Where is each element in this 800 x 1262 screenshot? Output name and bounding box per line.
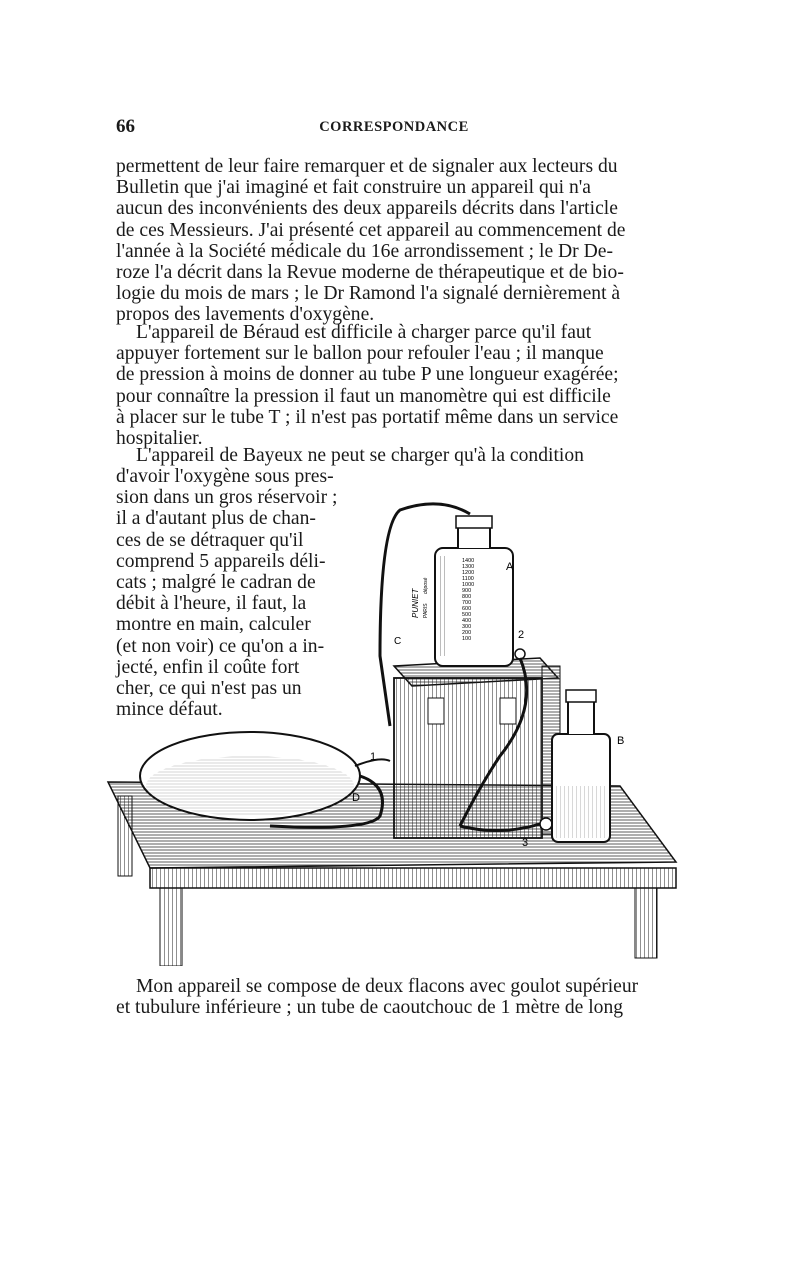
- text-line: aucun des inconvénients des deux appareils décrits dans l'article: [116, 198, 618, 220]
- paragraph-3-first-line: [116, 445, 672, 466]
- svg-text:300: 300: [462, 624, 472, 630]
- table-leg: [118, 796, 132, 876]
- label-3: 3: [522, 837, 529, 849]
- label-D: D: [352, 792, 360, 804]
- svg-text:600: 600: [462, 606, 472, 612]
- text-line: d'avoir l'oxygène sous pres-: [116, 466, 334, 487]
- text-line: pour connaître la pression il faut un manomètre qui est difficile: [116, 385, 611, 407]
- svg-text:500: 500: [462, 612, 472, 618]
- svg-text:100: 100: [462, 636, 472, 642]
- svg-text:1300: 1300: [462, 564, 475, 570]
- paragraph-1: [116, 156, 672, 326]
- svg-text:PARIS: PARIS: [423, 603, 429, 618]
- text-line: roze l'a décrit dans la Revue moderne de thérapeutique et de bio-: [116, 262, 624, 284]
- text-line: comprend 5 appareils déli-: [116, 550, 326, 572]
- page-header: [116, 116, 672, 140]
- label-C: C: [394, 636, 402, 647]
- label-B: B: [617, 735, 625, 747]
- text-line: de pression à moins de donner au tube P une longueur exagérée;: [116, 364, 619, 386]
- text-line: Mon appareil se compose de deux flacons avec goulot supérieur: [136, 976, 639, 997]
- text-line: à placer sur le tube T ; il n'est pas portatif même dans un service: [116, 406, 619, 428]
- table-apron: [150, 868, 676, 888]
- paragraph-2: [116, 322, 672, 449]
- label-2: 2: [518, 629, 525, 641]
- running-head: CORRESPONDANCE: [319, 119, 469, 135]
- text-line: sion dans un gros réservoir ;: [116, 487, 338, 509]
- svg-text:PUNIET: PUNIET: [411, 588, 420, 618]
- text-line: il a d'autant plus de chan-: [116, 508, 316, 530]
- svg-text:1200: 1200: [462, 570, 475, 576]
- table-leg: [635, 888, 657, 958]
- text-line: et tubulure inférieure ; un tube de caoutchouc de 1 mètre de long: [116, 997, 624, 1019]
- table-leg: [160, 888, 182, 966]
- text-line: (et non voir) ce qu'on a in-: [116, 635, 325, 657]
- page-number: 66: [116, 116, 135, 137]
- svg-text:200: 200: [462, 630, 472, 636]
- svg-text:déposé: déposé: [423, 577, 429, 594]
- text-line: ces de se détraquer qu'il: [116, 529, 304, 551]
- text-line: cats ; malgré le cadran de: [116, 572, 316, 594]
- box-clasp: [428, 698, 444, 724]
- apparatus-illustration: [100, 486, 680, 966]
- box-clasp: [500, 698, 516, 724]
- maker-mark: [411, 577, 429, 618]
- text-line: jecté, enfin il coûte fort: [116, 656, 300, 678]
- svg-text:1400: 1400: [462, 558, 475, 564]
- text-line: cher, ce qui n'est pas un: [116, 678, 302, 700]
- svg-text:900: 900: [462, 588, 472, 594]
- stopcock: [540, 818, 552, 830]
- valve: [515, 649, 525, 659]
- text-line: logie du mois de mars ; le Dr Ramond l'a signalé dernièrement à: [116, 283, 621, 305]
- svg-text:700: 700: [462, 600, 472, 606]
- carrying-box: [394, 678, 542, 838]
- label-A: A: [506, 561, 514, 573]
- svg-text:400: 400: [462, 618, 472, 624]
- svg-text:1100: 1100: [462, 576, 474, 582]
- text-line: appuyer fortement sur le ballon pour refouler l'eau ; il manque: [116, 343, 604, 365]
- apparatus-engraving: [100, 486, 680, 966]
- text-line: débit à l'heure, il faut, la: [116, 593, 307, 615]
- bottle-neck: [566, 690, 596, 702]
- text-line: montre en main, calculer: [116, 614, 311, 636]
- svg-text:1000: 1000: [462, 582, 475, 588]
- text-line: l'année à la Société médicale du 16e arrondissement ; le Dr De-: [116, 240, 613, 262]
- text-line: permettent de leur faire remarquer et de signaler aux lecteurs du: [116, 156, 618, 177]
- text-line: de ces Messieurs. J'ai présenté cet appareil au commencement de: [116, 219, 626, 241]
- paragraph-4: [116, 976, 672, 1018]
- svg-text:800: 800: [462, 594, 472, 600]
- bottle-stopper: [456, 516, 492, 528]
- text-line: Bulletin que j'ai imaginé et fait construire un appareil qui n'a: [116, 177, 591, 199]
- label-1: 1: [370, 751, 377, 763]
- text-line: L'appareil de Béraud est difficile à charger parce qu'il faut: [136, 322, 592, 343]
- text-line: propos des lavements d'oxygène.: [116, 304, 375, 326]
- text-line: L'appareil de Bayeux ne peut se charger qu'à la condition: [136, 445, 584, 466]
- text-line: hospitalier.: [116, 428, 203, 450]
- text-line: mince défaut.: [116, 699, 223, 721]
